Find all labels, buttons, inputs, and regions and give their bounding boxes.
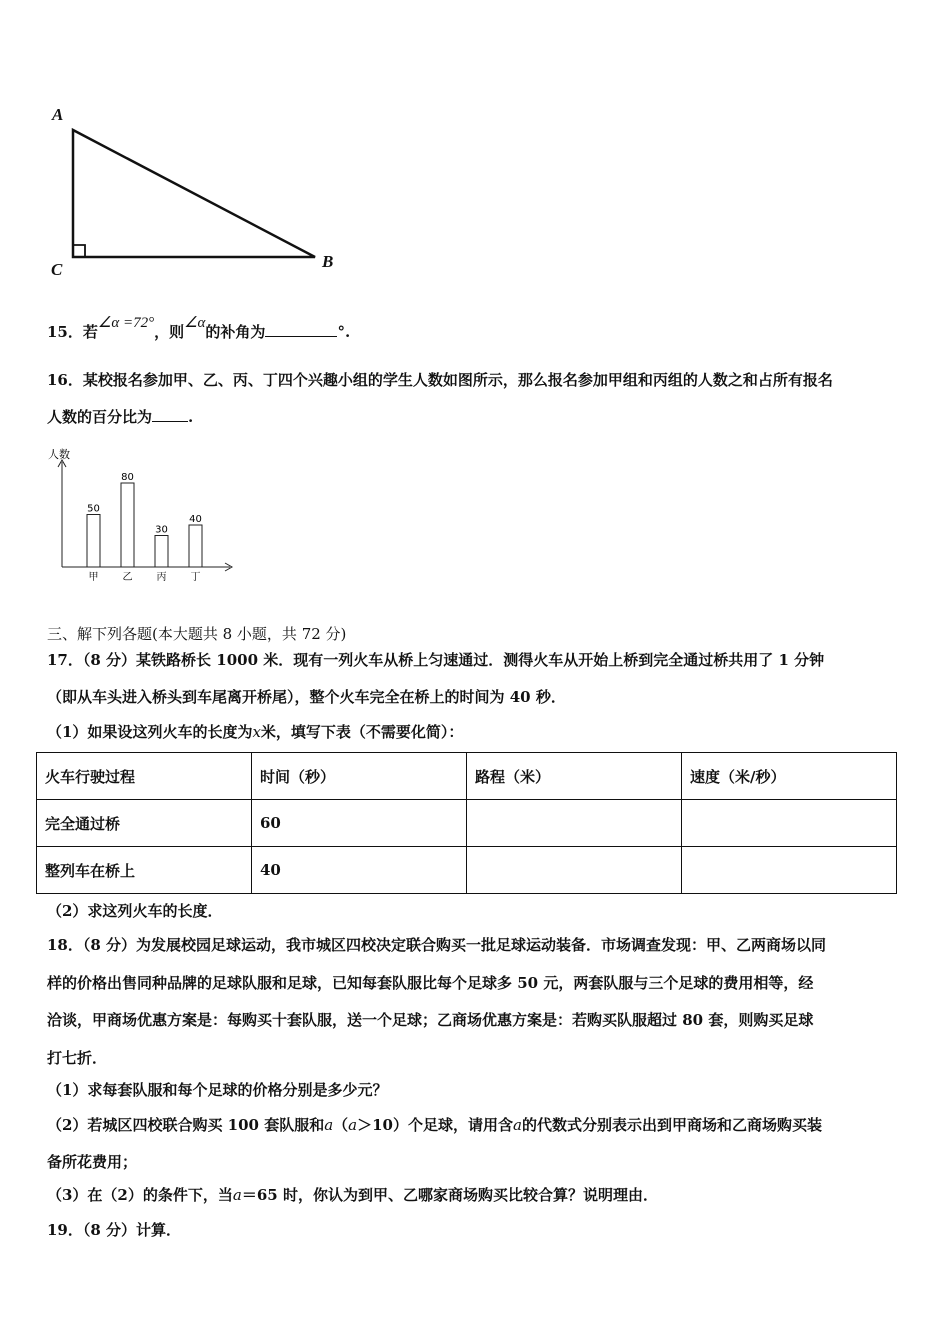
table-cell-blank[interactable] [467, 847, 682, 894]
category-label: 丁 [190, 572, 201, 583]
q17-var-x: x [252, 723, 261, 741]
question-18-line1: 18．（8 分）为发展校园足球运动，我市城区四校决定联合购买一批足球运动装备．市场调查发现：甲、乙两商场以同 [47, 936, 827, 954]
q18-var-a: a [324, 1116, 334, 1134]
q17-part1-tail: 米，填写下表（不需要化简）： [260, 723, 464, 741]
table-row [37, 800, 897, 847]
q15-number: 15．若 [47, 323, 98, 341]
question-18-part1: （1）求每套队服和每个足球的价格分别是多少元？ [47, 1081, 388, 1099]
right-triangle-figure [40, 100, 360, 280]
question-18-line4: 打七折． [47, 1049, 108, 1067]
table-header-cell: 火车行驶过程 [37, 753, 252, 800]
q18-var-a: a [348, 1116, 358, 1134]
question-17-line1: 17．（8 分）某铁路桥长 1000 米．现有一列火车从桥上匀速通过．测得火车从开始上桥到完全通过桥共用了 1 分钟 [47, 651, 825, 669]
q18-var-a: a [513, 1116, 522, 1134]
table-cell: 完全通过桥 [37, 800, 252, 847]
triangle-diagram [40, 100, 360, 280]
bar-value-label: 30 [155, 524, 168, 536]
question-16-line2 [47, 407, 193, 427]
question-16-line1: 16．某校报名参加甲、乙、丙、丁四个兴趣小组的学生人数如图所示，那么报名参加甲组和丙组的人数之和占所有报名 [47, 371, 833, 389]
q16-answer-blank[interactable] [152, 407, 188, 422]
triangle-shape [73, 130, 315, 257]
q18-paren: （ [333, 1116, 349, 1134]
q18-part3-text: （3）在（2）的条件下，当 [47, 1186, 233, 1204]
q16-text: 人数的百分比为 [47, 408, 153, 426]
table-header-cell: 路程（米） [467, 753, 682, 800]
question-18-part3 [47, 1185, 658, 1205]
question-18-line2: 样的价格出售同种品牌的足球队服和足球，已知每套队服比每个足球多 50 元，两套队服与三个足球的费用相等，经 [47, 974, 814, 992]
question-15 [47, 315, 351, 343]
vertex-label-b: B [322, 252, 334, 271]
section-3-title: 三、解下列各题(本大题共 8 小题，共 72 分) [47, 625, 347, 643]
table-row [37, 847, 897, 894]
q18-part2-tail: 的代数式分别表示出到甲商场和乙商场购买装 [521, 1116, 822, 1134]
question-19: 19．（8 分）计算． [47, 1221, 182, 1239]
right-angle-mark [73, 245, 85, 257]
category-label: 丙 [156, 572, 167, 583]
bar-chart-svg [40, 440, 250, 590]
q15-mid: ，则 [154, 323, 185, 341]
question-18-part2-line2: 备所花费用； [47, 1153, 138, 1171]
train-table [36, 752, 897, 894]
table-cell-blank[interactable] [682, 847, 897, 894]
bar-3 [189, 525, 202, 567]
q18-part2-text: （2）若城区四校联合购买 100 套队服和 [47, 1116, 325, 1134]
question-17-part1 [47, 722, 463, 742]
table-cell: 整列车在桥上 [37, 847, 252, 894]
vertex-label-c: C [51, 260, 63, 279]
category-label: 甲 [88, 572, 99, 583]
table-header-cell: 时间（秒） [252, 753, 467, 800]
q18-var-a: a [232, 1186, 242, 1204]
bar-0 [87, 515, 100, 568]
bar-chart [40, 440, 250, 590]
bar-2 [155, 536, 168, 568]
q18-part3-tail: ＝65 时，你认为到甲、乙哪家商场购买比较合算？说明理由． [241, 1186, 658, 1204]
q18-part2-mid: ＞10）个足球，请用含 [357, 1116, 513, 1134]
table-cell: 60 [252, 800, 467, 847]
table-cell: 40 [252, 847, 467, 894]
table-cell-blank[interactable] [467, 800, 682, 847]
q17-part1-text: （1）如果设这列火车的长度为 [47, 723, 253, 741]
bar-1 [121, 483, 134, 567]
question-17-part2: （2）求这列火车的长度． [47, 902, 223, 920]
bar-value-label: 50 [87, 503, 100, 515]
q15-tail: 的补角为 [205, 323, 266, 341]
table-header-row [37, 753, 897, 800]
category-label: 乙 [122, 572, 133, 583]
table-header-cell: 速度（米/秒） [682, 753, 897, 800]
vertex-label-a: A [52, 105, 64, 124]
q15-answer-blank[interactable] [265, 322, 337, 337]
q15-angle: ∠α [184, 315, 206, 331]
y-axis-label: 人数 [48, 448, 70, 461]
question-18-part2 [47, 1115, 822, 1135]
q15-angle-condition: ∠α =72° [97, 315, 155, 331]
q15-end: °. [337, 323, 351, 341]
q16-end: . [188, 408, 194, 426]
table-cell-blank[interactable] [682, 800, 897, 847]
bar-value-label: 40 [189, 514, 202, 525]
question-17-line2: （即从车头进入桥头到车尾离开桥尾），整个火车完全在桥上的时间为 40 秒． [47, 688, 566, 706]
bar-value-label: 80 [121, 472, 134, 483]
question-18-line3: 洽谈，甲商场优惠方案是：每购买十套队服，送一个足球；乙商场优惠方案是：若购买队服超过 80 套，则购买足球 [47, 1011, 814, 1029]
